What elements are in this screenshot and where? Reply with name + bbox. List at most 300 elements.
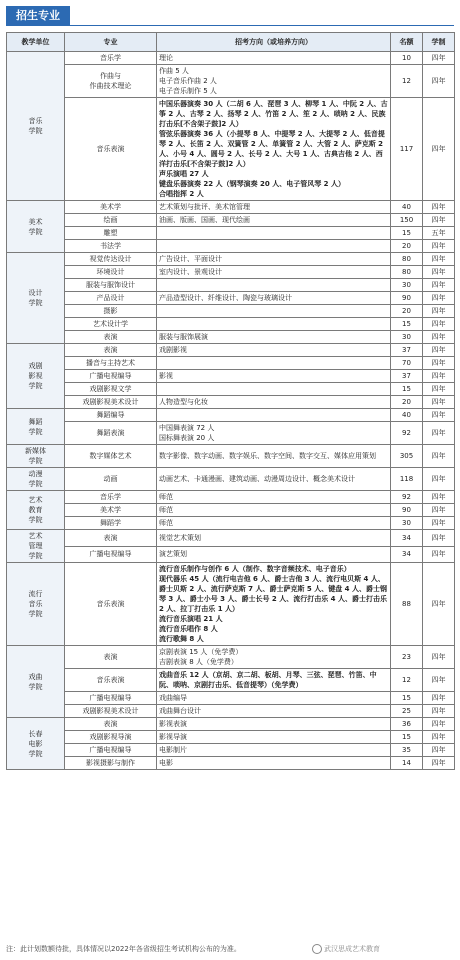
duration-cell: 四年: [423, 757, 455, 770]
direction-cell: [157, 240, 391, 253]
direction-text: 人物造型与化妆: [159, 398, 208, 406]
table-row: [7, 292, 455, 305]
direction-text: 影视导演: [159, 733, 187, 741]
major-cell: [65, 396, 157, 409]
major-cell: [65, 279, 157, 292]
major-name: 环境设计: [96, 268, 125, 276]
direction-text: 中国舞表演 72 人: [159, 424, 215, 432]
direction-text: 师范: [159, 493, 173, 501]
major-cell: [65, 705, 157, 718]
direction-text: 服装与服饰展演: [159, 333, 208, 341]
major-cell: [65, 504, 157, 517]
major-name: 视觉传达设计: [89, 255, 132, 263]
direction-text: 电影: [159, 759, 173, 767]
direction-text: 流行音乐唱作 8 人: [159, 625, 218, 633]
duration-cell: 四年: [423, 563, 455, 646]
direction-cell: [157, 65, 391, 98]
major-name: 摄影: [103, 307, 118, 315]
quota-cell: 15: [391, 731, 423, 744]
direction-text: 电影制片: [159, 746, 187, 754]
direction-cell: [157, 370, 391, 383]
duration-cell: 四年: [423, 491, 455, 504]
direction-text: 作曲 5 人: [159, 67, 189, 75]
direction-text: 合唱指挥 2 人: [159, 190, 204, 198]
quota-cell: 90: [391, 292, 423, 305]
duration-cell: 四年: [423, 357, 455, 370]
direction-text: 影视: [159, 372, 173, 380]
direction-cell: [157, 331, 391, 344]
duration-cell: 四年: [423, 305, 455, 318]
duration-cell: 四年: [423, 331, 455, 344]
direction-cell: [157, 757, 391, 770]
major-name: 书法学: [100, 242, 121, 250]
major-cell: [65, 718, 157, 731]
direction-text: 现代器乐 45 人（流行电吉他 6 人、爵士吉他 3 人、流行电贝斯 4 人、爵士贝斯 2 人、流行萨克斯 7 人、爵士萨克斯 5 人、键盘 4 人、爵士钢琴 3 人、爵士小号 3 人、爵士长号 2 人、流行打击乐 4 人、爵士打击乐 2 人、拉丁打击乐 1 人）: [159, 575, 387, 613]
unit-cell: [7, 253, 65, 344]
unit-name: 学院: [28, 457, 43, 465]
direction-text: 国标舞表演 20 人: [159, 434, 215, 442]
duration-cell: 四年: [423, 445, 455, 468]
major-name: 产品设计: [96, 294, 125, 302]
table-row: [7, 201, 455, 214]
unit-cell: [7, 409, 65, 445]
table-header-row: [7, 33, 455, 52]
major-name: 广播电视编导: [89, 550, 132, 559]
major-name: 广播电视编导: [89, 746, 132, 754]
quota-cell: 80: [391, 253, 423, 266]
direction-cell: [157, 692, 391, 705]
table-row: [7, 65, 455, 98]
direction-text: 流行音乐演唱 21 人: [159, 615, 223, 623]
major-name: 表演: [103, 333, 118, 341]
major-name: 戏剧影视美术设计: [82, 398, 139, 406]
quota-cell: 150: [391, 214, 423, 227]
direction-text: 动画艺术、卡通漫画、建筑动画、动漫周边设计、概念美术设计: [159, 475, 355, 483]
table-row: [7, 468, 455, 491]
header-duration: 学制: [423, 33, 455, 52]
major-name: 音乐表演: [96, 600, 125, 608]
major-cell: [65, 546, 157, 563]
direction-text: 吉剧表演 8 人（免学费）: [159, 658, 238, 666]
unit-cell: [7, 344, 65, 409]
quota-cell: 34: [391, 530, 423, 547]
duration-cell: 四年: [423, 344, 455, 357]
direction-text: 广告设计、平面设计: [159, 255, 222, 263]
direction-cell: [157, 227, 391, 240]
major-cell: [65, 468, 157, 491]
table-row: [7, 331, 455, 344]
direction-cell: [157, 445, 391, 468]
major-cell: [65, 305, 157, 318]
table-row: [7, 240, 455, 253]
direction-cell: [157, 305, 391, 318]
major-cell: [65, 227, 157, 240]
direction-text: 视觉艺术策划: [159, 533, 201, 542]
table-row: [7, 646, 455, 669]
direction-cell: [157, 383, 391, 396]
major-cell: [65, 731, 157, 744]
unit-name: 艺术: [28, 532, 43, 540]
table-row: [7, 757, 455, 770]
quota-cell: 88: [391, 563, 423, 646]
duration-cell: 四年: [423, 422, 455, 445]
major-cell: [65, 744, 157, 757]
major-cell: [65, 757, 157, 770]
duration-cell: 四年: [423, 718, 455, 731]
direction-cell: [157, 517, 391, 530]
direction-text: 影视表演: [159, 720, 187, 728]
duration-cell: 四年: [423, 517, 455, 530]
table-row: [7, 491, 455, 504]
direction-text: 戏曲舞台设计: [159, 707, 201, 715]
major-cell: [65, 253, 157, 266]
unit-cell: [7, 646, 65, 718]
table-row: [7, 744, 455, 757]
unit-name: 学院: [28, 127, 43, 135]
major-cell: [65, 52, 157, 65]
major-name: 播音与主持艺术: [86, 359, 135, 367]
major-name: 表演: [103, 533, 118, 542]
quota-cell: 12: [391, 669, 423, 692]
direction-cell: [157, 357, 391, 370]
table-body: [7, 52, 455, 770]
quota-cell: 12: [391, 65, 423, 98]
unit-name: 学院: [28, 552, 43, 560]
unit-name: 教育: [28, 506, 43, 514]
table-row: [7, 344, 455, 357]
major-name: 音乐学: [100, 493, 121, 501]
table-row: [7, 266, 455, 279]
unit-name: 设计: [28, 289, 43, 297]
major-cell: [65, 646, 157, 669]
unit-name: 戏曲: [28, 672, 43, 681]
direction-text: 油画、版画、国画、现代绘画: [159, 216, 250, 224]
table-row: [7, 692, 455, 705]
duration-cell: 四年: [423, 705, 455, 718]
quota-cell: 10: [391, 52, 423, 65]
major-cell: [65, 98, 157, 201]
table-row: [7, 357, 455, 370]
major-cell: [65, 292, 157, 305]
duration-cell: 四年: [423, 98, 455, 201]
table-row: [7, 504, 455, 517]
direction-text: 声乐演唱 27 人: [159, 170, 209, 178]
direction-cell: [157, 214, 391, 227]
duration-cell: 四年: [423, 65, 455, 98]
wechat-icon: [312, 944, 322, 954]
table-row: [7, 669, 455, 692]
quota-cell: 40: [391, 201, 423, 214]
direction-cell: [157, 646, 391, 669]
direction-cell: [157, 409, 391, 422]
duration-cell: 四年: [423, 530, 455, 547]
duration-cell: 四年: [423, 646, 455, 669]
unit-name: 学院: [28, 382, 43, 390]
quota-cell: 25: [391, 705, 423, 718]
direction-cell: [157, 744, 391, 757]
direction-cell: [157, 530, 391, 547]
table-row: [7, 396, 455, 409]
table-row: [7, 718, 455, 731]
direction-text: 戏曲音乐 12 人（京胡、京二胡、板胡、月琴、三弦、琵琶、竹笛、中阮、唢呐、京剧打击乐、低音提琴）（免学费）: [159, 671, 377, 689]
major-cell: [65, 201, 157, 214]
major-name: 服装与服饰设计: [86, 281, 135, 289]
quota-cell: 37: [391, 344, 423, 357]
major-name: 表演: [103, 653, 118, 661]
duration-cell: 四年: [423, 409, 455, 422]
unit-name: 学院: [28, 299, 43, 307]
duration-cell: 四年: [423, 468, 455, 491]
major-name: 音乐学: [100, 54, 121, 62]
duration-cell: 四年: [423, 504, 455, 517]
header-major: 专业: [65, 33, 157, 52]
unit-cell: [7, 468, 65, 491]
unit-name: 美术: [28, 217, 43, 226]
unit-name: 影视: [28, 372, 43, 380]
major-name: 美术学: [100, 506, 121, 514]
table-row: [7, 279, 455, 292]
duration-cell: 四年: [423, 692, 455, 705]
direction-cell: [157, 504, 391, 517]
quota-cell: 23: [391, 646, 423, 669]
major-cell: [65, 445, 157, 468]
major-cell: [65, 530, 157, 547]
direction-cell: [157, 98, 391, 201]
major-cell: [65, 318, 157, 331]
direction-cell: [157, 344, 391, 357]
table-row: [7, 253, 455, 266]
table-row: [7, 445, 455, 468]
direction-text: 理论: [159, 54, 173, 62]
direction-cell: [157, 731, 391, 744]
table-row: [7, 383, 455, 396]
direction-text: 师范: [159, 519, 173, 527]
major-name: 数字媒体艺术: [89, 452, 132, 460]
major-cell: [65, 563, 157, 646]
unit-name: 学院: [28, 227, 43, 236]
direction-cell: [157, 491, 391, 504]
major-cell: [65, 669, 157, 692]
quota-cell: 117: [391, 98, 423, 201]
unit-cell: [7, 491, 65, 530]
major-cell: [65, 240, 157, 253]
section-header: [6, 6, 454, 28]
major-name: 戏剧影视文学: [89, 385, 132, 393]
section-rule: [70, 25, 454, 26]
direction-text: 电子音乐作曲 2 人: [159, 77, 217, 85]
quota-cell: 92: [391, 422, 423, 445]
duration-cell: 四年: [423, 396, 455, 409]
direction-cell: [157, 201, 391, 214]
duration-cell: 四年: [423, 214, 455, 227]
major-name: 雕塑: [103, 229, 118, 237]
direction-cell: [157, 468, 391, 491]
major-name: 动画: [103, 475, 118, 483]
direction-cell: [157, 705, 391, 718]
quota-cell: 305: [391, 445, 423, 468]
direction-cell: [157, 669, 391, 692]
unit-name: 电影: [28, 739, 43, 748]
unit-cell: [7, 201, 65, 253]
unit-name: 长春: [28, 729, 43, 738]
direction-cell: [157, 292, 391, 305]
quota-cell: 80: [391, 266, 423, 279]
table-row: [7, 370, 455, 383]
major-cell: [65, 491, 157, 504]
major-cell: [65, 331, 157, 344]
direction-text: 演艺策划: [159, 550, 187, 559]
duration-cell: 四年: [423, 292, 455, 305]
duration-cell: 四年: [423, 546, 455, 563]
major-name: 艺术设计学: [93, 320, 128, 328]
table-row: [7, 530, 455, 547]
major-name: 音乐表演: [96, 145, 125, 153]
direction-text: 电子音乐制作 5 人: [159, 87, 217, 95]
major-name: 表演: [103, 720, 118, 728]
quota-cell: 70: [391, 357, 423, 370]
duration-cell: 四年: [423, 279, 455, 292]
unit-name: 戏剧: [28, 362, 43, 370]
table-row: [7, 318, 455, 331]
direction-text: 京剧表演 15 人（免学费）: [159, 648, 243, 656]
major-cell: [65, 357, 157, 370]
table-row: [7, 422, 455, 445]
direction-cell: [157, 279, 391, 292]
major-name: 作曲技术理论: [89, 82, 132, 90]
quota-cell: 20: [391, 396, 423, 409]
quota-cell: 40: [391, 409, 423, 422]
duration-cell: 四年: [423, 383, 455, 396]
direction-cell: [157, 266, 391, 279]
major-cell: [65, 370, 157, 383]
duration-cell: 四年: [423, 669, 455, 692]
unit-name: 音乐: [28, 117, 43, 125]
direction-text: 键盘乐器演奏 22 人（钢琴演奏 20 人、电子管风琴 2 人）: [159, 180, 345, 188]
unit-name: 学院: [28, 610, 43, 618]
quota-cell: 118: [391, 468, 423, 491]
major-name: 音乐表演: [96, 676, 125, 684]
major-cell: [65, 65, 157, 98]
direction-text: 师范: [159, 506, 173, 514]
direction-cell: [157, 422, 391, 445]
unit-name: 学院: [28, 427, 43, 436]
header-direction: 招考方向（或培养方向）: [157, 33, 391, 52]
direction-text: 艺术策划与批评、美术馆管理: [159, 203, 250, 211]
major-name: 影视摄影与制作: [86, 759, 135, 767]
major-name: 舞蹈表演: [96, 429, 125, 437]
duration-cell: 四年: [423, 52, 455, 65]
major-name: 广播电视编导: [89, 372, 132, 380]
unit-cell: [7, 718, 65, 770]
quota-cell: 15: [391, 692, 423, 705]
major-name: 作曲与: [100, 72, 121, 80]
major-cell: [65, 409, 157, 422]
major-name: 绘画: [103, 216, 118, 224]
quota-cell: 15: [391, 227, 423, 240]
major-name: 舞蹈编导: [96, 411, 125, 419]
unit-name: 流行: [28, 590, 43, 598]
table-row: [7, 563, 455, 646]
unit-name: 学院: [28, 749, 43, 758]
direction-cell: [157, 52, 391, 65]
header-unit: 教学单位: [7, 33, 65, 52]
major-name: 美术学: [100, 203, 121, 211]
table-row: [7, 98, 455, 201]
quota-cell: 20: [391, 305, 423, 318]
unit-cell: [7, 563, 65, 646]
major-name: 表演: [103, 346, 118, 354]
table-row: [7, 705, 455, 718]
unit-name: 音乐: [28, 600, 43, 608]
direction-text: 流行歌舞 8 人: [159, 635, 204, 643]
major-cell: [65, 383, 157, 396]
direction-text: 产品造型设计、纤维设计、陶瓷与玻璃设计: [159, 294, 292, 302]
quota-cell: 30: [391, 331, 423, 344]
quota-cell: 30: [391, 279, 423, 292]
unit-name: 新媒体: [25, 447, 46, 455]
major-name: 广播电视编导: [89, 694, 132, 702]
quota-cell: 37: [391, 370, 423, 383]
table-row: [7, 305, 455, 318]
duration-cell: 四年: [423, 731, 455, 744]
quota-cell: 15: [391, 318, 423, 331]
major-name: 戏剧影视美术设计: [82, 707, 139, 715]
header-quota: 名额: [391, 33, 423, 52]
quota-cell: 36: [391, 718, 423, 731]
unit-name: 艺术: [28, 496, 43, 504]
duration-cell: 四年: [423, 253, 455, 266]
major-cell: [65, 266, 157, 279]
major-cell: [65, 517, 157, 530]
unit-name: 动漫: [28, 470, 43, 478]
direction-text: 管弦乐器演奏 36 人（小提琴 8 人、中提琴 2 人、大提琴 2 人、低音提琴 2 人、长笛 2 人、双簧管 2 人、单簧管 2 人、大管 2 人、萨克斯 2 人、小号 4 人、圆号 2 人、长号 2 人、大号 1 人、古典吉他 2 人、西洋打击乐[不含架子鼓]2 人）: [159, 130, 385, 168]
major-cell: [65, 344, 157, 357]
table-row: [7, 227, 455, 240]
quota-cell: 90: [391, 504, 423, 517]
direction-text: 中国乐器演奏 30 人（二胡 6 人、琵琶 3 人、柳琴 1 人、中阮 2 人、古筝 2 人、古琴 2 人、扬琴 2 人、竹笛 2 人、笙 2 人、唢呐 2 人、民族打击乐[不含架子鼓]2 人）: [159, 100, 388, 128]
direction-text: 流行音乐制作与创作 6 人（制作、数字音频技术、电子音乐）: [159, 565, 351, 573]
quota-cell: 20: [391, 240, 423, 253]
direction-cell: [157, 396, 391, 409]
major-name: 舞蹈学: [100, 519, 121, 527]
duration-cell: 四年: [423, 240, 455, 253]
unit-name: 管理: [28, 542, 43, 550]
section-tag: 招生专业: [6, 6, 70, 26]
quota-cell: 15: [391, 383, 423, 396]
unit-name: 学院: [28, 516, 43, 524]
unit-name: 学院: [28, 682, 43, 691]
direction-text: 室内设计、景观设计: [159, 268, 222, 276]
table-row: [7, 409, 455, 422]
direction-text: 戏曲编导: [159, 694, 187, 702]
footnote: 注：此计划数额待批，具体情况以2022年各省级招生考试机构公布的为准。: [6, 945, 241, 953]
unit-cell: [7, 445, 65, 468]
quota-cell: 92: [391, 491, 423, 504]
major-name: 戏剧影视导演: [89, 733, 132, 741]
duration-cell: 五年: [423, 227, 455, 240]
unit-name: 学院: [28, 480, 43, 488]
duration-cell: 四年: [423, 266, 455, 279]
duration-cell: 四年: [423, 370, 455, 383]
unit-name: 舞蹈: [28, 417, 43, 426]
major-cell: [65, 214, 157, 227]
table-row: [7, 214, 455, 227]
duration-cell: 四年: [423, 744, 455, 757]
direction-cell: [157, 718, 391, 731]
watermark: [312, 944, 380, 954]
duration-cell: 四年: [423, 201, 455, 214]
direction-cell: [157, 253, 391, 266]
